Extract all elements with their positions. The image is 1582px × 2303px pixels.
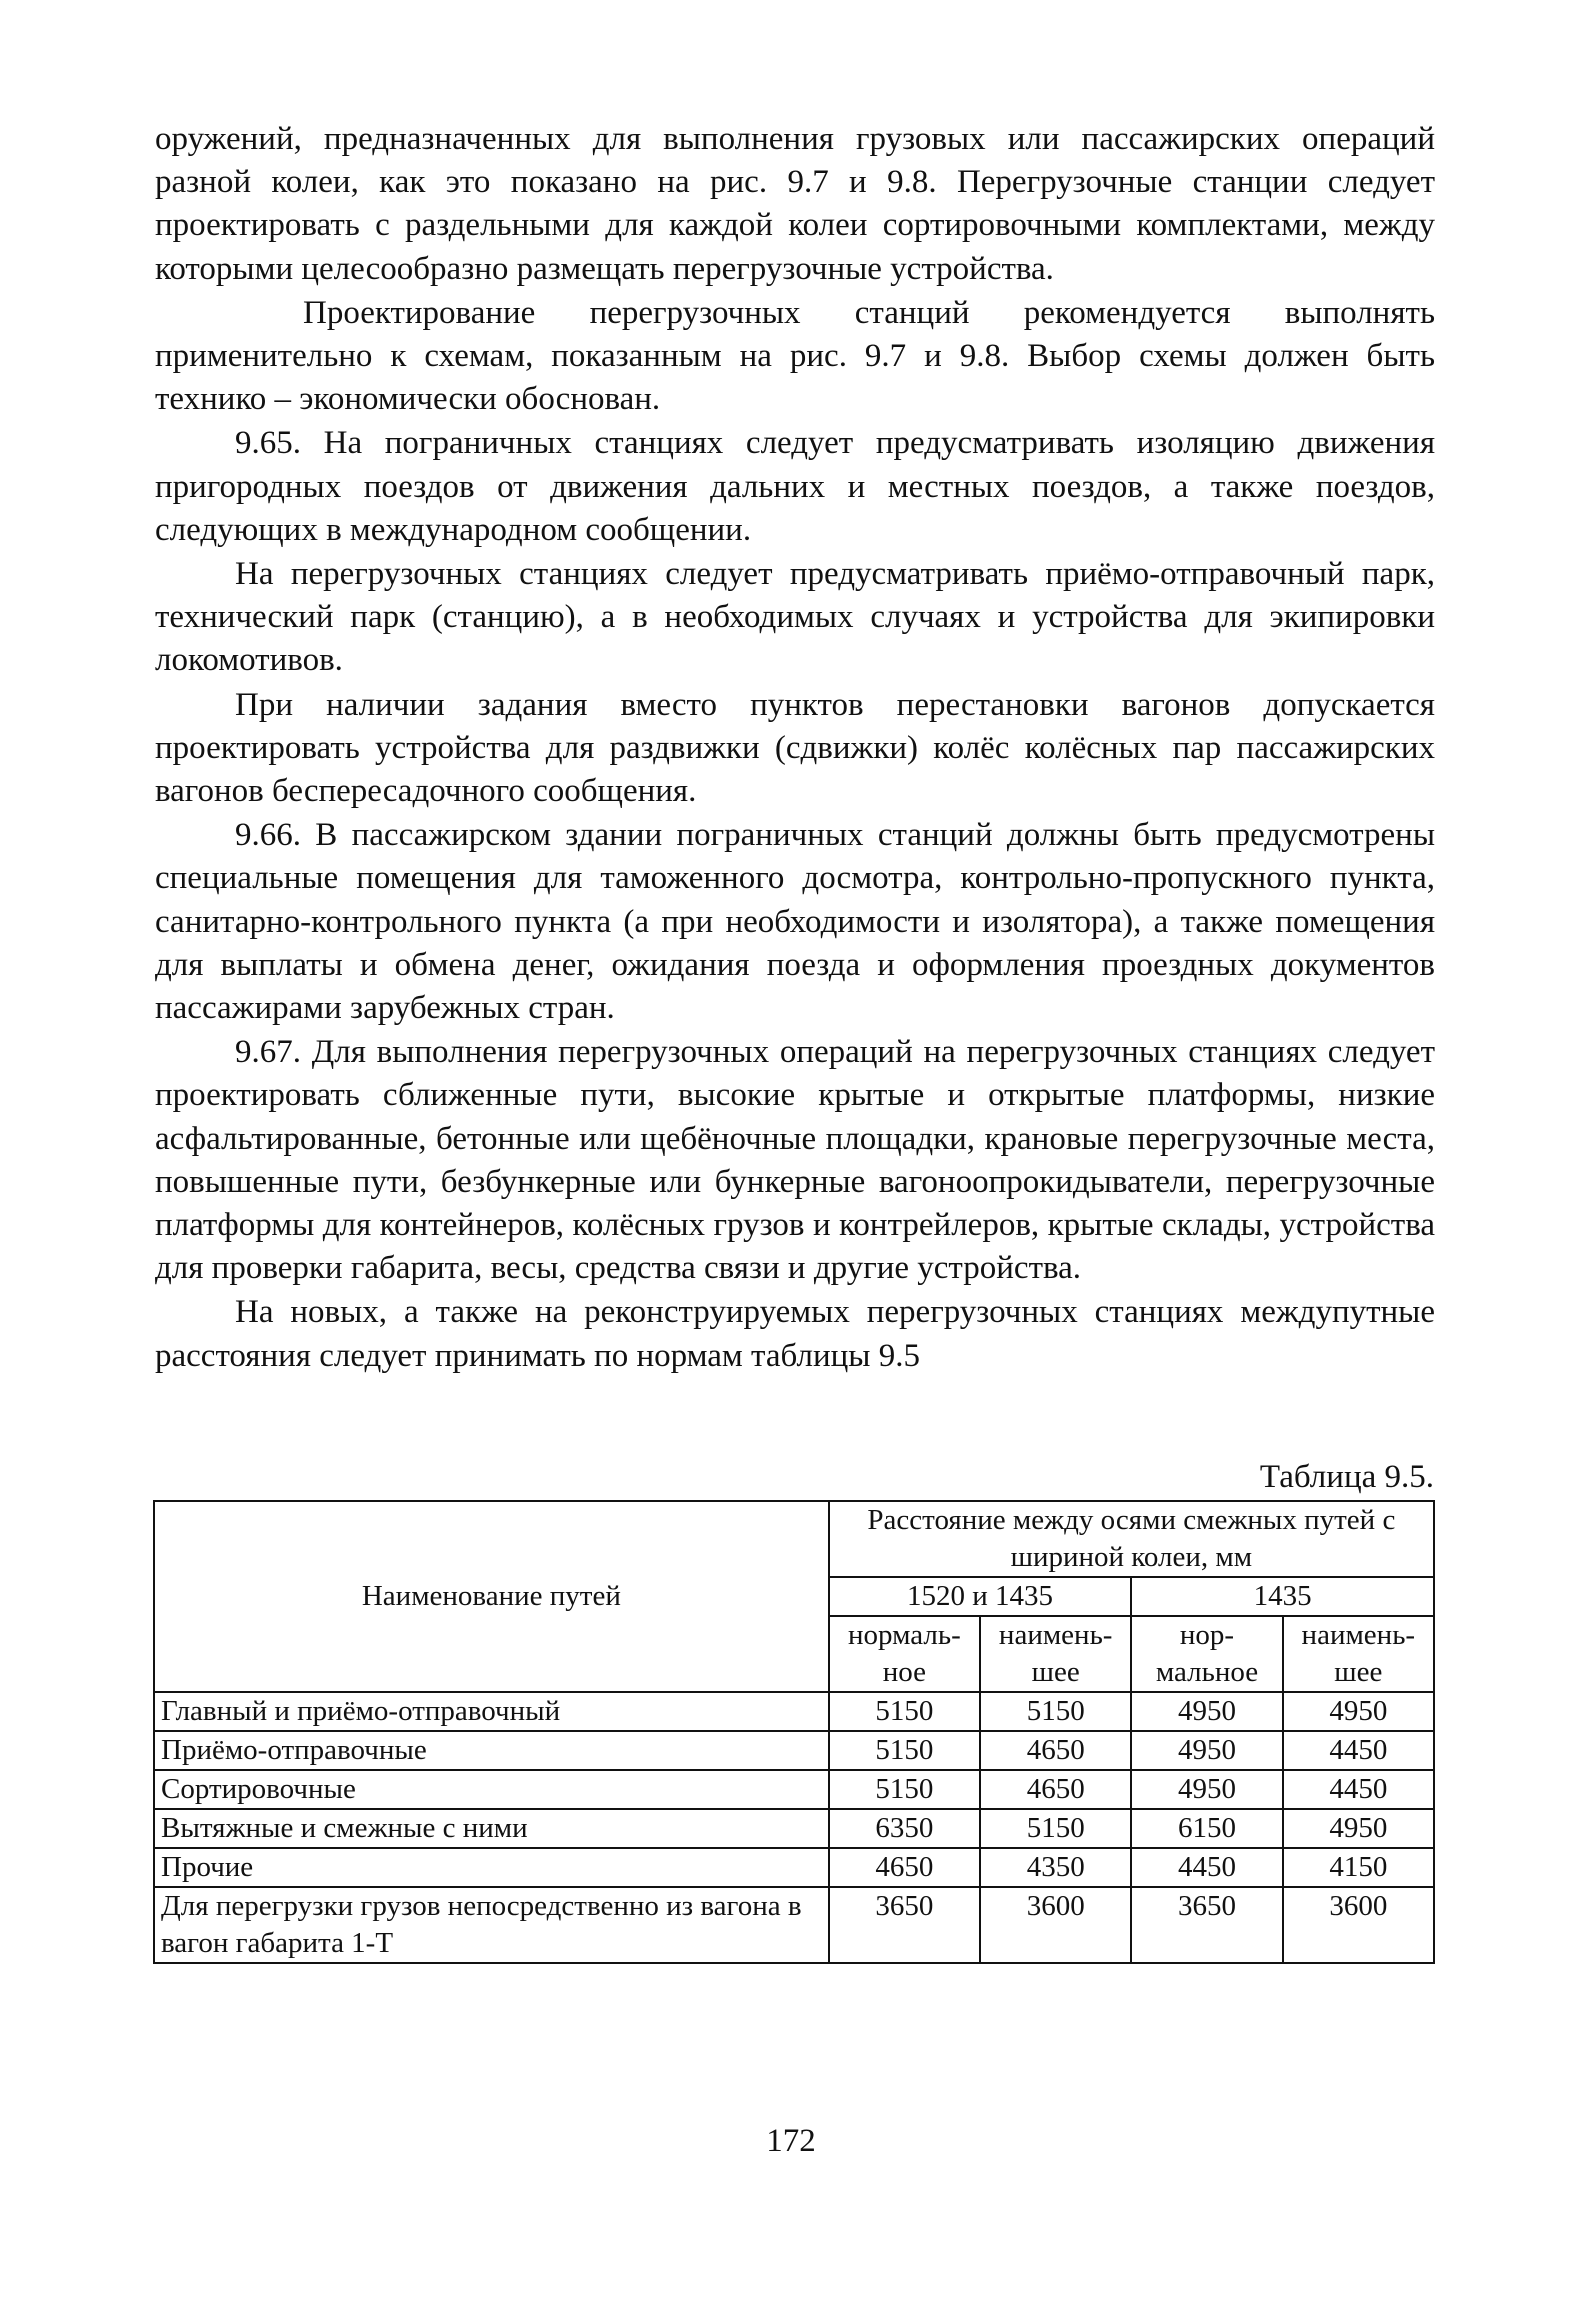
- table-cell: 5150: [980, 1692, 1131, 1731]
- table-cell: 3600: [1283, 1887, 1434, 1963]
- table-cell: 4950: [1131, 1770, 1282, 1809]
- table-cell: 4950: [1131, 1731, 1282, 1770]
- table-row: [154, 1731, 1434, 1770]
- paragraph: 9.66. В пассажирском здании пограничных станций должны быть предусмотрены специальные помещения для таможенного досмотра, контрольно-пропускного пункта, санитарно-контрольного пункта (а при необходимости и изолятора), а также помещения для выплаты и обмена денег, ожидания поезда и оформления проездных документов пассажирами зарубежных стран.: [155, 817, 1435, 1027]
- table-cell: 4650: [980, 1770, 1131, 1809]
- table-cell: 6350: [829, 1809, 980, 1848]
- track-distance-table: [153, 1500, 1435, 1964]
- header-normal: нор-мальное: [1131, 1616, 1282, 1692]
- table-row: [154, 1692, 1434, 1731]
- table-cell: 3650: [829, 1887, 980, 1963]
- track-name: Для перегрузки грузов непосредственно из вагона в вагон габарита 1-Т: [154, 1887, 829, 1963]
- track-name: Сортировочные: [154, 1770, 829, 1809]
- track-name: Главный и приёмо-отправочный: [154, 1692, 829, 1731]
- table-cell: 4950: [1283, 1692, 1434, 1731]
- body-text: [155, 118, 1435, 1379]
- table-row: [154, 1887, 1434, 1963]
- table-cell: 4650: [980, 1731, 1131, 1770]
- paragraph: При наличии задания вместо пунктов перестановки вагонов допускается проектировать устройства для раздвижки (сдвижки) колёс колёсных пар пассажирских вагонов беспересадочного сообщения.: [155, 686, 1435, 810]
- header-minimal: наимень-шее: [1283, 1616, 1434, 1692]
- paragraph: 9.65. На пограничных станциях следует предусматривать изоляцию движения пригородных поездов от движения дальних и местных поездов, а также поездов, следующих в международном сообщении.: [155, 425, 1435, 548]
- header-minimal: наимень-шее: [980, 1616, 1131, 1692]
- track-name: Приёмо-отправочные: [154, 1731, 829, 1770]
- paragraph: Проектирование перегрузочных станций рекомендуется выполнять применительно к схемам, показанным на рис. 9.7 и 9.8. Выбор схемы должен быть технико – экономически обоснован.: [155, 294, 1435, 418]
- table-cell: 4450: [1283, 1731, 1434, 1770]
- table-cell: 4650: [829, 1848, 980, 1887]
- paragraph: На новых, а также на реконструируемых перегрузочных станциях междупутные расстояния следует принимать по нормам таблицы 9.5: [155, 1294, 1435, 1374]
- header-gauge-1435: 1435: [1131, 1577, 1434, 1616]
- paragraph: оружений, предназначенных для выполнения грузовых или пассажирских операций разной колеи, как это показано на рис. 9.7 и 9.8. Перегрузочные станции следует проектировать с раздельными для каждой колеи сортировочными комплектами, между которыми целесообразно размещать перегрузочные устройства.: [155, 121, 1435, 287]
- table-row: [154, 1809, 1434, 1848]
- table-cell: 5150: [829, 1692, 980, 1731]
- page-number: 172: [766, 2123, 816, 2159]
- table-cell: 3600: [980, 1887, 1131, 1963]
- table-cell: 4450: [1283, 1770, 1434, 1809]
- table-cell: 5150: [980, 1809, 1131, 1848]
- table-cell: 6150: [1131, 1809, 1282, 1848]
- table-cell: 4350: [980, 1848, 1131, 1887]
- header-track-name: Наименование путей: [154, 1501, 829, 1692]
- paragraph: На перегрузочных станциях следует предусматривать приёмо-отправочный парк, технический парк (станцию), а в необходимых случаях и устройства для экипировки локомотивов.: [155, 556, 1435, 679]
- table-cell: 4150: [1283, 1848, 1434, 1887]
- header-distance-group: Расстояние между осями смежных путей с шириной колеи, мм: [829, 1501, 1434, 1577]
- table-caption: Таблица 9.5.: [1259, 1459, 1434, 1495]
- track-name: Вытяжные и смежные с ними: [154, 1809, 829, 1848]
- track-name: Прочие: [154, 1848, 829, 1887]
- paragraph: 9.67. Для выполнения перегрузочных операций на перегрузочных станциях следует проектировать сближенные пути, высокие крытые и открытые платформы, низкие асфальтированные, бетонные или щебёночные площадки, крановые перегрузочные места, повышенные пути, безбункерные или бункерные вагоноопрокидыватели, перегрузочные платформы для контейнеров, колёсных грузов и контрейлеров, крытые склады, устройства для проверки габарита, весы, средства связи и другие устройства.: [155, 1034, 1435, 1287]
- header-normal: нормаль-ное: [829, 1616, 980, 1692]
- table-row: [154, 1770, 1434, 1809]
- table-cell: 4950: [1283, 1809, 1434, 1848]
- table-cell: 5150: [829, 1770, 980, 1809]
- header-gauge-1520-1435: 1520 и 1435: [829, 1577, 1132, 1616]
- table-row: [154, 1848, 1434, 1887]
- table-cell: 5150: [829, 1731, 980, 1770]
- table-cell: 4950: [1131, 1692, 1282, 1731]
- table-cell: 4450: [1131, 1848, 1282, 1887]
- table-cell: 3650: [1131, 1887, 1282, 1963]
